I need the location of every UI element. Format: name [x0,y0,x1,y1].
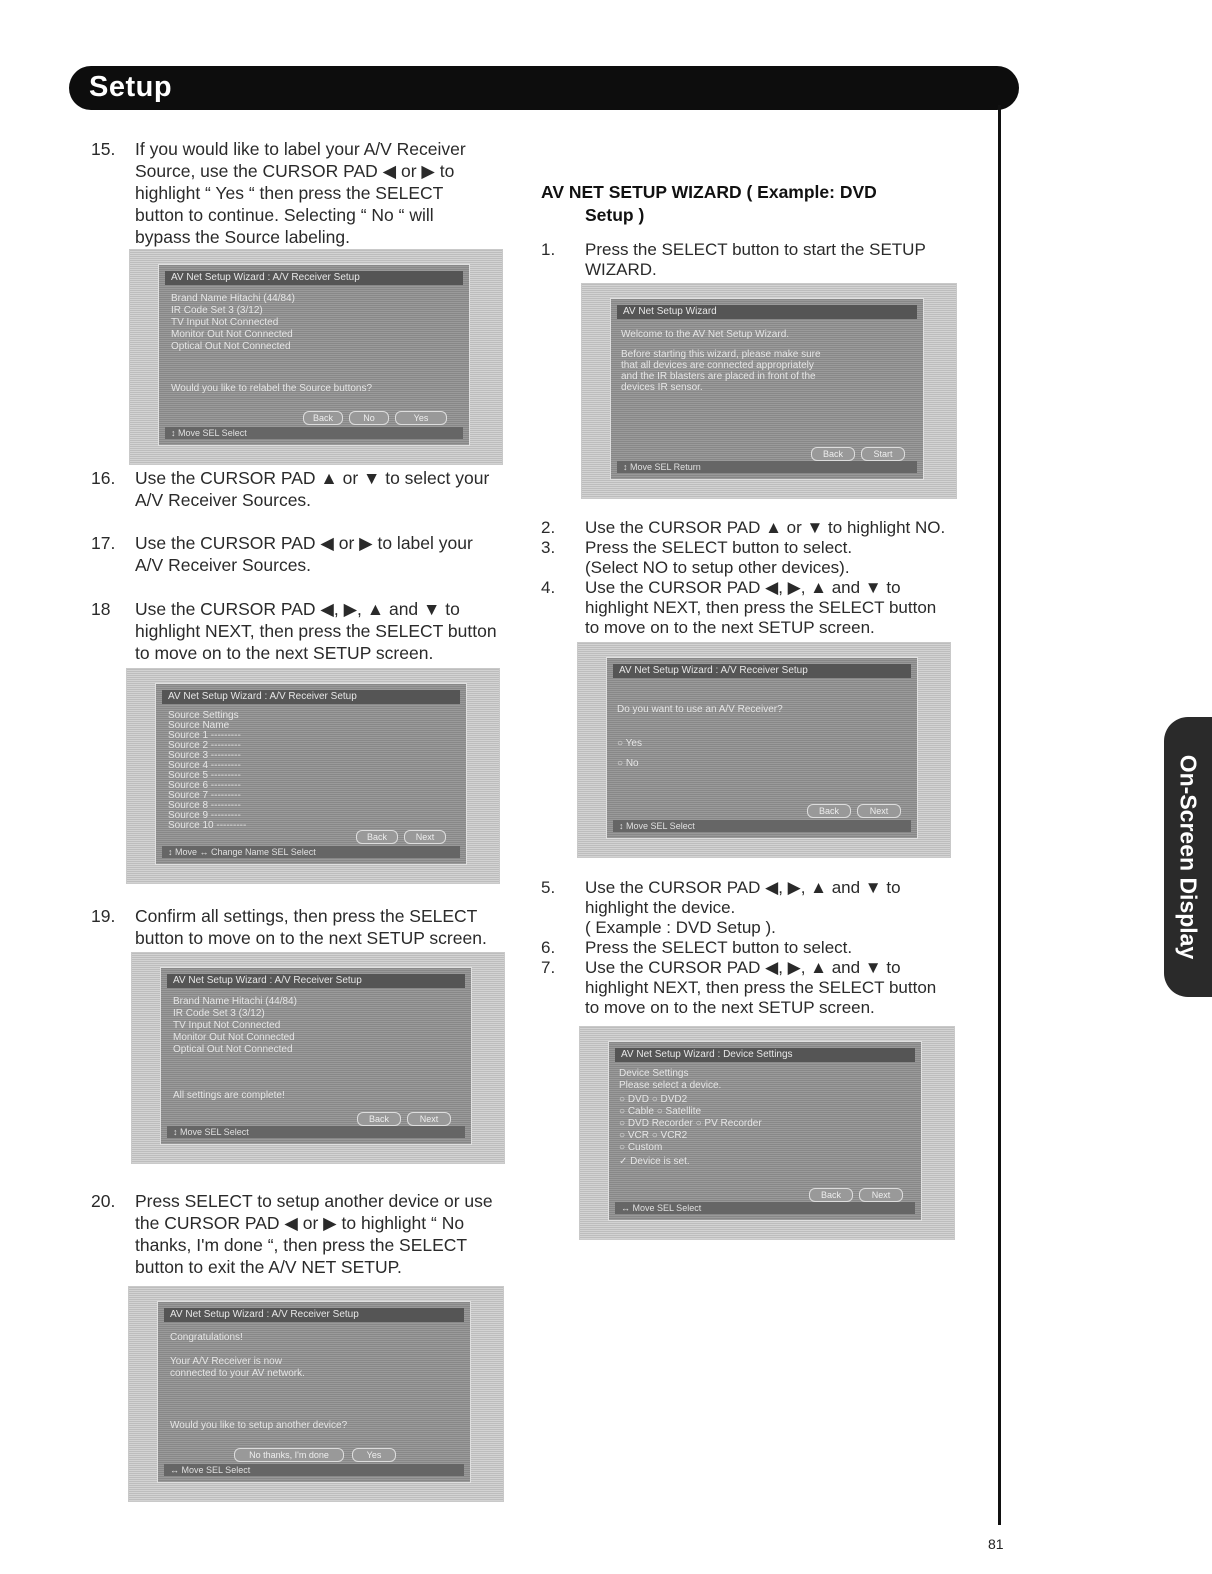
screen-row: Your A/V Receiver is now [170,1356,282,1367]
step-number: 18 [91,599,111,619]
step-line: Use the CURSOR PAD ▲ or ▼ to select your [135,468,490,488]
screen-row: TV Input Not Connected [171,317,279,328]
step-line: Source, use the CURSOR PAD ◀ or ▶ to [135,161,455,181]
step-line: Use the CURSOR PAD ◀, ▶, ▲ and ▼ to [585,958,901,977]
step-r4 [541,578,981,638]
screen-footer: ↕ Move SEL Select [167,1126,465,1138]
step-text [135,1190,493,1278]
step-number: 20. [91,1191,116,1211]
screen-title: AV Net Setup Wizard : A/V Receiver Setup [165,271,463,285]
step-text [585,878,901,938]
step-text [585,938,852,958]
screen-row: that all devices are connected appropriately [621,360,814,371]
step-line: Use the CURSOR PAD ▲ or ▼ to highlight NO. [585,518,946,537]
screenshot-welcome [581,283,957,499]
step-text [135,905,487,949]
step-line: thanks, I'm done “, then press the SELECT [135,1235,468,1255]
screen-row: Congratulations! [170,1332,243,1343]
page-number: 81 [988,1536,1004,1552]
screen-row: Source Name [168,720,230,731]
step-text [585,518,945,538]
step-line: Press SELECT to setup another device or use [135,1191,493,1211]
step-line: highlight “ Yes “ then press the SELECT [135,183,444,203]
section-banner [69,66,1019,110]
step-number: 4. [541,578,556,597]
screen-footer: ↕ Move SEL Select [613,820,911,832]
step-number: 3. [541,538,556,557]
back-button[interactable]: Back [303,411,343,425]
screen-row: connected to your AV network. [170,1368,305,1379]
step-number: 7. [541,958,556,977]
screen-option[interactable]: ○ DVD ○ DVD2 [619,1094,688,1105]
screen-footer: ↕ Move ↔ Change Name SEL Select [162,846,460,858]
screenshot-congratulations [128,1286,504,1502]
heading-line: Setup ) [585,205,645,225]
step-r7 [541,958,981,1018]
screen-footer: ↕ Move SEL Select [165,427,463,439]
screen-row: Source 10 --------- [168,820,247,831]
step-15 [91,138,511,250]
step-text [135,532,473,576]
screen-row: Source 2 --------- [168,740,241,751]
back-button[interactable]: Back [809,1188,853,1202]
screen-row: Brand Name Hitachi (44/84) [173,996,297,1007]
step-text [585,240,926,280]
next-button[interactable]: Next [859,1188,903,1202]
step-line: Press the SELECT button to select. [585,538,853,557]
start-button[interactable]: Start [861,447,905,461]
step-r2 [541,518,981,538]
step-text [135,138,466,248]
step-line: highlight NEXT, then press the SELECT button [585,598,937,617]
next-button[interactable]: Next [407,1112,451,1126]
back-button[interactable]: Back [356,830,398,844]
screen-question: Would you like to relabel the Source buttons? [171,383,373,394]
side-tab [1164,717,1212,997]
step-number: 17. [91,533,116,553]
screenshot-settings-complete [131,952,505,1164]
screenshot-relabel-prompt [129,249,503,465]
step-line: Confirm all settings, then press the SELECT [135,906,478,926]
screen-footer: ↔ Move SEL Select [164,1464,464,1476]
screen-row: ✓ Device is set. [619,1156,690,1167]
screen-row: Brand Name Hitachi (44/84) [171,293,295,304]
step-line: ( Example : DVD Setup ). [585,918,776,937]
screen-row: Source 8 --------- [168,800,241,811]
screen-row: Source 4 --------- [168,760,241,771]
screen-option[interactable]: ○ Cable ○ Satellite [619,1106,702,1117]
screen-question: All settings are complete! [173,1090,285,1101]
next-button[interactable]: Next [857,804,901,818]
step-line: highlight NEXT, then press the SELECT button [135,621,497,641]
screen-option[interactable]: ○ No [617,758,639,769]
step-line: to move on to the next SETUP screen. [585,998,875,1017]
step-number: 5. [541,878,556,897]
step-17 [91,532,511,576]
step-number: 1. [541,240,556,259]
screen-row: Device Settings [619,1068,689,1079]
screenshot-device-settings [579,1026,955,1240]
screen-option[interactable]: ○ Yes [617,738,642,749]
step-line: to move on to the next SETUP screen. [585,618,875,637]
screen-row: IR Code Set 3 (3/12) [173,1008,265,1019]
screen-row: Please select a device. [619,1080,722,1091]
step-line: Use the CURSOR PAD ◀ or ▶ to label your [135,533,473,553]
step-line: Use the CURSOR PAD ◀, ▶, ▲ and ▼ to [585,878,901,897]
screen-title: AV Net Setup Wizard : A/V Receiver Setup [162,690,460,704]
screen-row: Monitor Out Not Connected [171,329,293,340]
yes-button[interactable]: Yes [395,411,447,425]
back-button[interactable]: Back [357,1112,401,1126]
screen-option[interactable]: ○ DVD Recorder ○ PV Recorder [619,1118,762,1129]
step-r1 [541,240,981,280]
section-heading [541,181,877,227]
screen-row: Source Settings [168,710,239,721]
screen-footer: ↔ Move SEL Select [615,1202,915,1214]
screen-row: Do you want to use an A/V Receiver? [617,704,783,715]
step-19 [91,905,521,949]
step-line: Use the CURSOR PAD ◀, ▶, ▲ and ▼ to [585,578,901,597]
yes-button[interactable]: Yes [352,1448,396,1462]
no-button[interactable]: No [349,411,389,425]
screen-title: AV Net Setup Wizard : A/V Receiver Setup [167,974,465,988]
step-number: 16. [91,468,116,488]
step-line: to move on to the next SETUP screen. [135,643,434,663]
screen-row: Welcome to the AV Net Setup Wizard. [621,329,790,340]
screen-row: devices IR sensor. [621,382,703,393]
back-button[interactable]: Back [807,804,851,818]
screen-row: Source 3 --------- [168,750,241,761]
step-text [585,538,852,578]
screen-row: and the IR blasters are placed in front of the [621,371,816,382]
step-line: button to exit the A/V NET SETUP. [135,1257,402,1277]
step-line: button to continue. Selecting “ No “ will [135,205,434,225]
screen-row: Source 9 --------- [168,810,241,821]
screenshot-source-settings [126,668,500,884]
step-number: 6. [541,938,556,957]
step-line: Use the CURSOR PAD ◀, ▶, ▲ and ▼ to [135,599,460,619]
side-tab-label: On-Screen Display [1175,754,1202,960]
screen-option[interactable]: ○ Custom [619,1142,663,1153]
section-title: Setup [89,71,173,103]
step-line: button to move on to the next SETUP screen. [135,928,487,948]
screen-title: AV Net Setup Wizard : A/V Receiver Setup [164,1308,464,1322]
step-r5 [541,878,981,938]
step-line: (Select NO to setup other devices). [585,558,850,577]
step-r6 [541,938,981,958]
screen-row: Source 6 --------- [168,780,241,791]
screen-title: AV Net Setup Wizard : Device Settings [615,1048,915,1062]
column-divider [998,105,1001,1525]
step-text [585,958,936,1018]
step-text [135,598,497,664]
screen-title: AV Net Setup Wizard [617,305,917,319]
screen-row: Before starting this wizard, please make sure [621,349,821,360]
step-text [135,467,489,511]
screen-row: Optical Out Not Connected [173,1044,293,1055]
screen-row: TV Input Not Connected [173,1020,281,1031]
step-18 [91,598,521,664]
step-line: Press the SELECT button to start the SETUP [585,240,926,259]
next-button[interactable]: Next [404,830,446,844]
screen-row: Optical Out Not Connected [171,341,291,352]
screen-question: Would you like to setup another device? [170,1420,348,1431]
step-line: highlight NEXT, then press the SELECT button [585,978,937,997]
screen-row: IR Code Set 3 (3/12) [171,305,263,316]
step-line: WIZARD. [585,260,657,279]
screen-row: Source 5 --------- [168,770,241,781]
screen-footer: ↕ Move SEL Return [617,461,917,473]
step-number: 2. [541,518,556,537]
no-thanks-button[interactable]: No thanks, I'm done [234,1448,344,1462]
step-line: bypass the Source labeling. [135,227,350,247]
step-text [585,578,936,638]
step-line: A/V Receiver Sources. [135,490,312,510]
step-20 [91,1190,521,1278]
step-r3 [541,538,981,578]
screen-row: Source 7 --------- [168,790,241,801]
screen-option[interactable]: ○ VCR ○ VCR2 [619,1130,688,1141]
screen-row: Source 1 --------- [168,730,241,741]
heading-line: AV NET SETUP WIZARD ( Example: DVD [541,182,877,202]
step-line: A/V Receiver Sources. [135,555,312,575]
step-number: 19. [91,906,116,926]
back-button[interactable]: Back [811,447,855,461]
screen-row: Monitor Out Not Connected [173,1032,295,1043]
step-line: highlight the device. [585,898,736,917]
screen-title: AV Net Setup Wizard : A/V Receiver Setup [613,664,911,678]
step-number: 15. [91,139,116,159]
step-line: If you would like to label your A/V Receiver [135,139,466,159]
step-line: Press the SELECT button to select. [585,938,853,957]
step-16 [91,467,511,511]
step-line: the CURSOR PAD ◀ or ▶ to highlight “ No [135,1213,465,1233]
screenshot-use-receiver [577,642,951,858]
